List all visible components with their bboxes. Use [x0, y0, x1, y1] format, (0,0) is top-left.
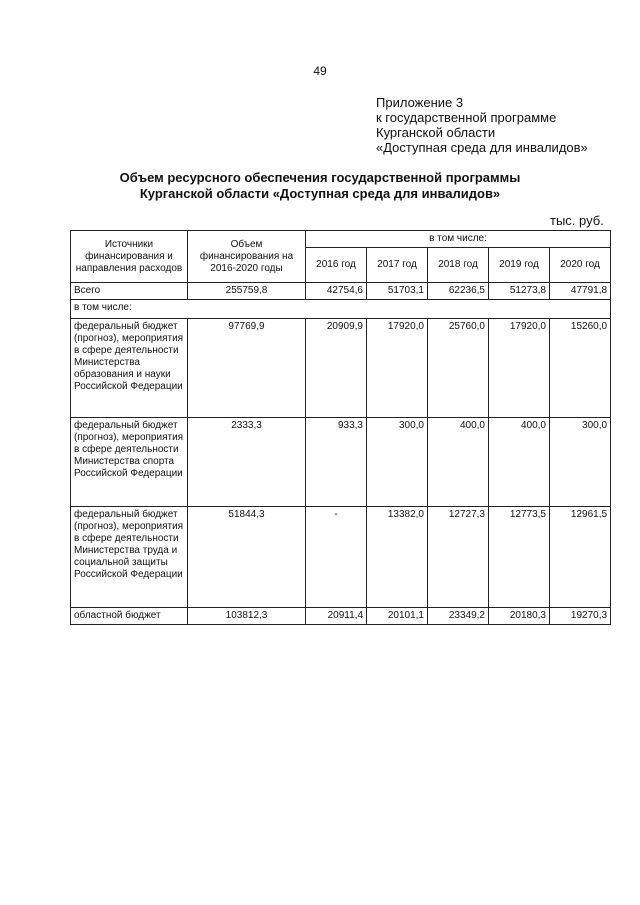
row-value: 25760,0 — [428, 319, 489, 418]
table-row — [71, 608, 611, 625]
row-volume: 97769,9 — [188, 319, 306, 418]
row-value: 23349,2 — [428, 608, 489, 625]
table-row-including — [71, 300, 611, 319]
row-value: 20101,1 — [367, 608, 428, 625]
row-value: 51703,1 — [367, 283, 428, 300]
appendix-line: Курганской области — [376, 125, 496, 140]
appendix-line: «Доступная среда для инвалидов» — [376, 140, 588, 155]
table-row — [71, 418, 611, 507]
row-label: федеральный бюджет (прогноз), мероприятия в сфере деятельности Министерства труда и социальной защиты Российской Федерации — [71, 507, 188, 608]
row-label: федеральный бюджет (прогноз), мероприятия в сфере деятельности Министерства образования и науки Российской Федерации — [71, 319, 188, 418]
row-volume: 103812,3 — [188, 608, 306, 625]
including-label: в том числе: — [71, 300, 611, 319]
row-value: 17920,0 — [489, 319, 550, 418]
table-row — [71, 319, 611, 418]
row-volume: 51844,3 — [188, 507, 306, 608]
row-value: 47791,8 — [550, 283, 611, 300]
header-year: 2017 год — [367, 248, 428, 283]
appendix-line: Приложение 3 — [376, 95, 464, 110]
title-line: Объем ресурсного обеспечения государственной программы — [119, 170, 521, 185]
header-year: 2016 год — [306, 248, 367, 283]
row-value: 12961,5 — [550, 507, 611, 608]
row-value: 933,3 — [306, 418, 367, 507]
row-value: 12773,5 — [489, 507, 550, 608]
appendix-line: к государственной программе — [376, 110, 557, 125]
row-value: 300,0 — [550, 418, 611, 507]
header-volume: Объем финансирования на 2016-2020 годы — [188, 231, 306, 283]
header-year: 2019 год — [489, 248, 550, 283]
document-title — [0, 170, 640, 202]
row-value: 17920,0 — [367, 319, 428, 418]
funding-table — [70, 230, 611, 625]
row-value: 15260,0 — [550, 319, 611, 418]
row-value: 51273,8 — [489, 283, 550, 300]
header-row — [71, 231, 611, 248]
units-label: тыс. руб. — [550, 213, 604, 228]
row-value: 20911,4 — [306, 608, 367, 625]
row-value: 300,0 — [367, 418, 428, 507]
header-year: 2020 год — [550, 248, 611, 283]
table-row-total — [71, 283, 611, 300]
row-value: - — [306, 507, 367, 608]
row-volume: 2333,3 — [188, 418, 306, 507]
title-line: Курганской области «Доступная среда для инвалидов» — [139, 186, 501, 201]
row-value: 62236,5 — [428, 283, 489, 300]
appendix-note — [376, 95, 588, 155]
header-year: 2018 год — [428, 248, 489, 283]
row-label: федеральный бюджет (прогноз), мероприятия в сфере деятельности Министерства спорта Российской Федерации — [71, 418, 188, 507]
table-row — [71, 507, 611, 608]
row-value: 12727,3 — [428, 507, 489, 608]
row-value: 400,0 — [428, 418, 489, 507]
row-label: областной бюджет — [71, 608, 188, 625]
row-value: 19270,3 — [550, 608, 611, 625]
header-sources: Источники финансирования и направления расходов — [71, 231, 188, 283]
row-value: 400,0 — [489, 418, 550, 507]
row-volume: 255759,8 — [188, 283, 306, 300]
header-including: в том числе: — [306, 231, 611, 248]
row-value: 20909,9 — [306, 319, 367, 418]
row-label: Всего — [71, 283, 188, 300]
row-value: 42754,6 — [306, 283, 367, 300]
page-number: 49 — [313, 64, 327, 78]
row-value: 13382,0 — [367, 507, 428, 608]
row-value: 20180,3 — [489, 608, 550, 625]
